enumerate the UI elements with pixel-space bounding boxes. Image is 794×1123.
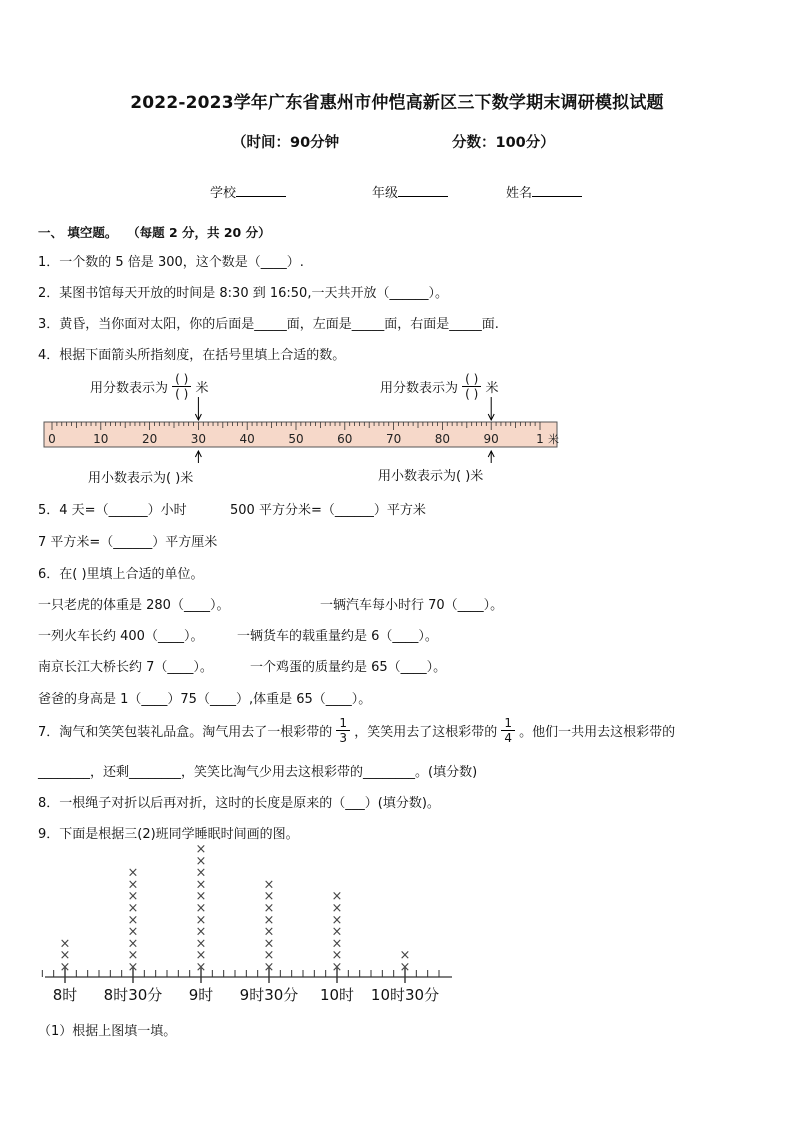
ruler-tick-label: 1 (536, 432, 544, 446)
data-mark: × (331, 901, 343, 916)
ruler-tick-label: 0 (48, 432, 56, 446)
question-4: 4．根据下面箭头所指刻度，在括号里填上合适的数。 (38, 348, 346, 363)
data-mark: × (59, 948, 71, 964)
data-mark: × (331, 960, 343, 975)
question-1: 1．一个数的 5 倍是 300，这个数是（____）. (38, 255, 304, 270)
ruler-tick-label: 80 (434, 432, 451, 446)
fraction-prompt-right: 用分数表示为 $\frac{( )}{( )}$ 米 (380, 372, 499, 401)
grade-label: 年级 (372, 186, 399, 201)
data-mark: × (127, 924, 139, 940)
grade-field[interactable] (372, 182, 448, 201)
data-mark: × (331, 889, 343, 905)
data-mark: × (263, 924, 275, 940)
data-mark: × (195, 865, 207, 881)
x-tick-label: 9时 (188, 986, 214, 1004)
x-tick-label: 10时30分 (370, 986, 440, 1004)
ruler-tick-label: 40 (239, 432, 255, 446)
data-mark: × (263, 948, 275, 964)
ruler-tick-label: 20 (141, 432, 158, 446)
q6-car: 一辆汽车每小时行 70（____）。 (320, 598, 504, 613)
data-mark: × (263, 889, 275, 905)
data-mark: × (195, 912, 207, 928)
data-mark: × (331, 924, 343, 940)
question-5c: 7 平方米=（______）平方厘米 (38, 535, 218, 550)
ruler-tick-label: 10 (93, 432, 109, 446)
exam-score: 分数：100分） (452, 135, 555, 151)
data-mark: × (195, 845, 207, 857)
data-mark: × (263, 912, 275, 928)
question-8: 8．一根绳子对折以后再对折，这时的长度是原来的（___）(填分数)。 (38, 796, 440, 811)
data-mark: × (127, 877, 139, 893)
question-9-sub1: （1）根据上图填一填。 (38, 1024, 177, 1039)
fraction-one-quarter: $\frac{1}{4}$ (501, 716, 515, 745)
ruler-tick-label: 30 (190, 432, 207, 446)
section-note: （每题 2 分，共 20 分） (133, 225, 271, 240)
section-heading (38, 223, 271, 241)
page-title: 2022-2023学年广东省惠州市仲恺高新区三下数学期末调研模拟试题 (130, 93, 664, 113)
x-tick-label: 8时30分 (103, 986, 163, 1004)
data-mark: × (195, 948, 207, 964)
q6-train: 一列火车长约 400（____）。 (38, 629, 204, 644)
ruler-tick-label: 50 (288, 432, 304, 446)
data-mark: × (195, 936, 207, 952)
grade-blank[interactable] (398, 184, 448, 197)
school-label: 学校 (210, 186, 237, 201)
question-3: 3．黄昏，当你面对太阳，你的后面是_____面，左面是_____面，右面是_____面. (38, 317, 499, 332)
data-mark: × (263, 901, 275, 916)
data-mark: × (127, 960, 139, 975)
question-7-line2: ________，还剩________，笑笑比淘气少用去这根彩带的________。(填分数) (38, 765, 478, 780)
data-mark: × (127, 948, 139, 964)
ruler-figure (0, 395, 794, 465)
q6-egg: 一个鸡蛋的质量约是 65（____）。 (250, 660, 447, 675)
name-field[interactable] (506, 182, 582, 201)
question-2: 2．某图书馆每天开放的时间是 8:30 到 16:50,一天共开放（______）。 (38, 286, 448, 301)
data-mark: × (195, 924, 207, 940)
q6-truck: 一辆货车的载重量约是 6（____）。 (237, 629, 438, 644)
decimal-prompt-left: 用小数表示为( )米 (88, 471, 194, 486)
data-mark: × (399, 960, 411, 975)
x-tick-label: 10时 (319, 986, 355, 1004)
question-5b: 500 平方分米=（______）平方米 (230, 503, 426, 518)
fraction-one-third: $\frac{1}{3}$ (336, 716, 350, 745)
name-blank[interactable] (532, 184, 582, 197)
data-mark: × (127, 936, 139, 952)
school-blank[interactable] (236, 184, 286, 197)
sleep-time-chart (0, 845, 794, 1015)
question-5a: 5．4 天=（______）小时 (38, 503, 187, 518)
data-mark: × (127, 865, 139, 881)
exam-time: （时间：90分钟 (232, 135, 340, 151)
data-mark: × (195, 901, 207, 916)
data-mark: × (263, 936, 275, 952)
data-mark: × (331, 936, 343, 952)
data-mark: × (59, 960, 71, 975)
school-field[interactable] (210, 182, 286, 201)
fraction-prompt-left: 用分数表示为 $\frac{( )}{( )}$ 米 (90, 372, 209, 401)
data-mark: × (263, 877, 275, 893)
x-tick-label: 9时30分 (239, 986, 299, 1004)
q6-tiger: 一只老虎的体重是 280（____）。 (38, 598, 230, 613)
data-mark: × (127, 901, 139, 916)
ruler-tick-label: 90 (483, 432, 499, 446)
data-mark: × (331, 948, 343, 964)
ruler-tick-label: 60 (337, 432, 353, 446)
data-mark: × (195, 960, 207, 975)
section-title: 一、 填空题。 (38, 225, 118, 240)
data-mark: × (331, 912, 343, 928)
name-label: 姓名 (506, 186, 533, 201)
data-mark: × (263, 960, 275, 975)
data-mark: × (127, 889, 139, 905)
question-9: 9．下面是根据三(2)班同学睡眠时间画的图。 (38, 827, 299, 842)
q6-bridge: 南京长江大桥长约 7（____）。 (38, 660, 213, 675)
q6-dad: 爸爸的身高是 1（____）75（____）,体重是 65（____）。 (38, 692, 372, 707)
data-mark: × (195, 889, 207, 905)
data-mark: × (195, 877, 207, 893)
data-mark: × (195, 853, 207, 869)
ruler-tick-label: 70 (385, 432, 402, 446)
question-6: 6．在( )里填上合适的单位。 (38, 567, 204, 582)
x-tick-label: 8时 (52, 986, 78, 1004)
question-7: 7．淘气和笑笑包装礼品盒。淘气用去了一根彩带的 $\frac{1}{3}$ ，笑笑用去了这根彩带的 $\frac{1}{4}$ 。他们一共用去这根彩带的 (38, 716, 676, 745)
data-mark: × (127, 912, 139, 928)
data-mark: × (59, 936, 71, 952)
data-mark: × (399, 948, 411, 964)
ruler-end-unit: 米 (548, 433, 559, 446)
decimal-prompt-right: 用小数表示为( )米 (378, 469, 484, 484)
